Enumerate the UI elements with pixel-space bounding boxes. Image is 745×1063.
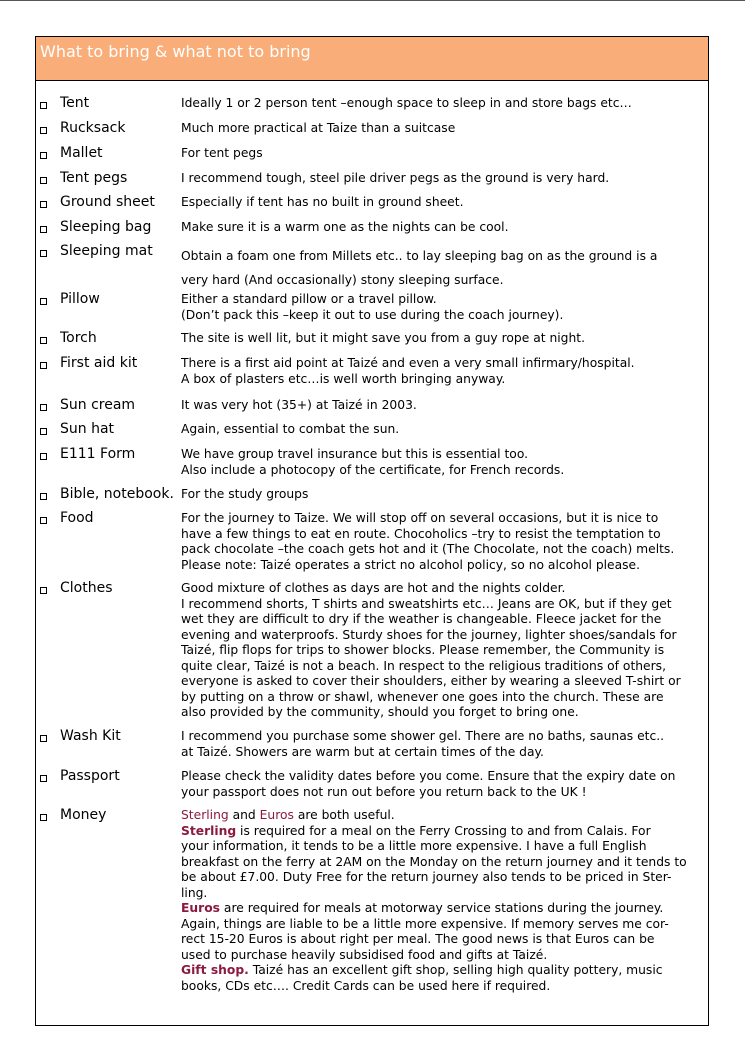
- item-description: For tent pegs: [181, 146, 263, 160]
- item-description: Good mixture of clothes as days are hot and the nights colder. I recommend shorts, T shirts and sweatshirts etc… Jeans are OK, but if they get wet they are difficult to dry if the weather is changeable. Fleece jacket for the evening and waterproofs. Sturdy shoes for the journey, lighter shoes/sandals for Taizé, flip flops for trips to shower blocks. Please remember, the Community is quite clear, Taizé is not a beach. In respect to the religious traditions of others, everyone is asked to cover their shoulders, either by wearing a sleeved T-shirt or by putting on a throw or shawl, whenever one goes into the church. These are also provided by the community, should you forget to bring one.: [181, 581, 681, 719]
- item-description: Please check the validity dates before you come. Ensure that the expiry date on your passport does not run out before you return back to the UK !: [181, 769, 676, 799]
- checkbox-icon: [40, 428, 47, 435]
- euros-heading: Euros: [181, 901, 220, 915]
- item-label: Sleeping mat: [60, 243, 153, 259]
- item-label: Sleeping bag: [60, 219, 152, 235]
- item-description: It was very hot (35+) at Taizé in 2003.: [181, 398, 417, 412]
- checkbox-icon: [40, 814, 47, 821]
- sterling-heading: Sterling: [181, 823, 237, 838]
- item-description: Make sure it is a warm one as the nights can be cool.: [181, 220, 509, 234]
- section-header: [36, 37, 708, 81]
- item-description: Ideally 1 or 2 person tent –enough space to sleep in and store bags etc…: [181, 96, 632, 110]
- item-description: Much more practical at Taize than a suitcase: [181, 121, 456, 135]
- item-label: Bible, notebook.: [60, 486, 174, 502]
- item-description: Sterling and Euros are both useful. Sterling is required for a meal on the Ferry Crossing to and from Calais. For your information, it tends to be a little more expensive. I have a full English breakfast on the ferry at 2AM on the Monday on the return journey and it tends to be about £7.00. Duty Free for the return journey also tends to be priced in Ster- ling. Euros are required for meals at motorway service stations during the journey. Again, things are liable to be a little more expensive. If memory serves me cor- rect 15-20 Euros is about right per meal. The good news is that Euros can be used to purchase heavily subsidised food and gifts at Taizé. Gift shop. Taizé has an excellent gift shop, selling high quality pottery, music books, CDs etc…. Credit Cards can be used here if required.: [181, 808, 705, 994]
- item-label: Torch: [60, 330, 97, 346]
- section-title: What to bring & what not to bring: [40, 42, 311, 61]
- checkbox-icon: [40, 404, 47, 411]
- checkbox-icon: [40, 493, 47, 500]
- checkbox-icon: [40, 337, 47, 344]
- item-label: Passport: [60, 768, 120, 784]
- item-description: I recommend tough, steel pile driver pegs as the ground is very hard.: [181, 171, 610, 185]
- item-description: For the study groups: [181, 487, 309, 501]
- gift-shop-heading: Gift shop.: [181, 963, 249, 977]
- checkbox-icon: [40, 226, 47, 233]
- item-label: Mallet: [60, 145, 103, 161]
- checkbox-icon: [40, 453, 47, 460]
- item-label: Tent: [60, 95, 90, 111]
- item-description: There is a first aid point at Taizé and even a very small infirmary/hospital. A box of plasters etc…is well worth bringing anyway.: [181, 356, 635, 386]
- item-description: For the journey to Taize. We will stop off on several occasions, but it is nice to have a few things to eat en route. Chocoholics –try to resist the temptation to pack chocolate –the coach gets hot and it (The Chocolate, not the coach) melts. Please note: Taizé operates a strict no alcohol policy, so no alcohol please.: [181, 511, 675, 572]
- checkbox-icon: [40, 201, 47, 208]
- item-label: E111 Form: [60, 446, 136, 462]
- checkbox-icon: [40, 152, 47, 159]
- checkbox-icon: [40, 250, 47, 257]
- euros-term: Euros: [259, 808, 294, 822]
- item-description: Obtain a foam one from Millets etc.. to lay sleeping bag on as the ground is a very hard (And occasionally) stony sleeping surface.: [181, 249, 658, 287]
- item-label: Wash Kit: [60, 728, 121, 744]
- checkbox-icon: [40, 362, 47, 369]
- item-label: Tent pegs: [60, 170, 128, 186]
- item-label: Clothes: [60, 580, 113, 596]
- item-label: Ground sheet: [60, 194, 155, 210]
- checkbox-icon: [40, 298, 47, 305]
- item-label: First aid kit: [60, 355, 138, 371]
- money-intro-line: Sterling and Euros are both useful.: [181, 808, 395, 822]
- checkbox-icon: [40, 587, 47, 594]
- item-label: Pillow: [60, 291, 100, 307]
- page-top-rule: [0, 0, 745, 1]
- checkbox-icon: [40, 127, 47, 134]
- item-label: Sun hat: [60, 421, 115, 437]
- item-label: Money: [60, 807, 107, 823]
- item-description: The site is well lit, but it might save you from a guy rope at night.: [181, 331, 586, 345]
- item-description: I recommend you purchase some shower gel. There are no baths, saunas etc.. at Taizé. Showers are warm but at certain times of the day.: [181, 729, 665, 759]
- checkbox-icon: [40, 735, 47, 742]
- item-description: Either a standard pillow or a travel pillow. (Don’t pack this –keep it out to use during the coach journey).: [181, 292, 564, 322]
- checkbox-icon: [40, 517, 47, 524]
- item-description: We have group travel insurance but this is essential too. Also include a photocopy of the certificate, for French records.: [181, 447, 565, 477]
- item-description: Especially if tent has no built in ground sheet.: [181, 195, 464, 209]
- item-label: Food: [60, 510, 94, 526]
- sterling-term: Sterling: [181, 808, 229, 822]
- checkbox-icon: [40, 102, 47, 109]
- item-label: Rucksack: [60, 120, 126, 136]
- checkbox-icon: [40, 775, 47, 782]
- item-label: Sun cream: [60, 397, 136, 413]
- item-description: Again, essential to combat the sun.: [181, 422, 400, 436]
- checkbox-icon: [40, 177, 47, 184]
